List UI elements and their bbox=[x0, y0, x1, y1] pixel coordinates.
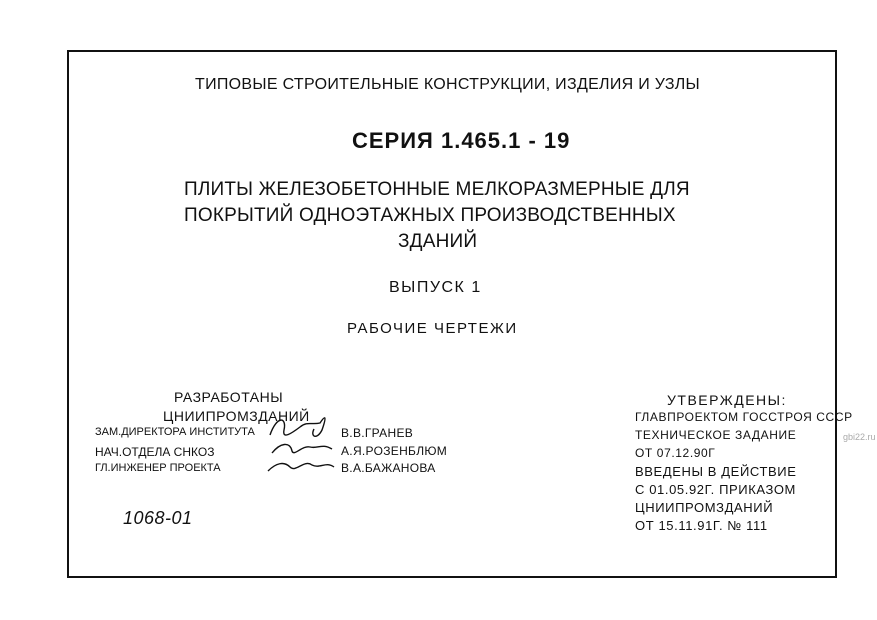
series-number: СЕРИЯ 1.465.1 - 19 bbox=[352, 128, 571, 153]
name-bazhanova: В.А.БАЖАНОВА bbox=[341, 461, 436, 475]
approved-line-4: ОТ 07.12.90Г bbox=[635, 446, 716, 460]
name-granev: В.В.ГРАНЕВ bbox=[341, 426, 414, 440]
approved-line-5: ВВЕДЕНЫ В ДЕЙСТВИЕ bbox=[635, 464, 797, 479]
role-dept-head: НАЧ.ОТДЕЛА СНКОЗ bbox=[95, 445, 215, 459]
approved-line-7: ЦНИИПРОМЗДАНИЙ bbox=[635, 500, 774, 515]
role-chief-engineer: ГЛ.ИНЖЕНЕР ПРОЕКТА bbox=[95, 462, 221, 474]
header-text: ТИПОВЫЕ СТРОИТЕЛЬНЫЕ КОНСТРУКЦИИ, ИЗДЕЛИЯ И УЗЛЫ bbox=[195, 76, 700, 93]
title-line-1: ПЛИТЫ ЖЕЛЕЗОБЕТОННЫЕ МЕЛКОРАЗМЕРНЫЕ ДЛЯ bbox=[184, 179, 690, 200]
approved-label: УТВЕРЖДЕНЫ: bbox=[667, 392, 787, 408]
developed-label: РАЗРАБОТАНЫ bbox=[174, 389, 284, 405]
issue-number: ВЫПУСК 1 bbox=[389, 279, 482, 296]
role-deputy-director: ЗАМ.ДИРЕКТОРА ИНСТИТУТА bbox=[95, 426, 255, 438]
title-line-2: ПОКРЫТИЙ ОДНОЭТАЖНЫХ ПРОИЗВОДСТВЕННЫХ bbox=[184, 205, 676, 226]
approved-line-6: С 01.05.92Г. ПРИКАЗОМ bbox=[635, 482, 796, 497]
work-drawings-label: РАБОЧИЕ ЧЕРТЕЖИ bbox=[347, 320, 518, 337]
name-rozenblyum: А.Я.РОЗЕНБЛЮМ bbox=[341, 444, 448, 458]
approved-line-8: ОТ 15.11.91Г. № 111 bbox=[635, 518, 768, 533]
approved-line-2: ГЛАВПРОЕКТОМ ГОССТРОЯ СССР bbox=[635, 410, 853, 424]
developed-org: ЦНИИПРОМЗДАНИЙ bbox=[163, 408, 310, 424]
signatures-image bbox=[262, 405, 342, 480]
title-line-3: ЗДАНИЙ bbox=[398, 231, 478, 252]
document-code: 1068-01 bbox=[123, 508, 193, 528]
watermark: gbi22.ru bbox=[843, 432, 876, 442]
approved-line-3: ТЕХНИЧЕСКОЕ ЗАДАНИЕ bbox=[635, 428, 797, 442]
